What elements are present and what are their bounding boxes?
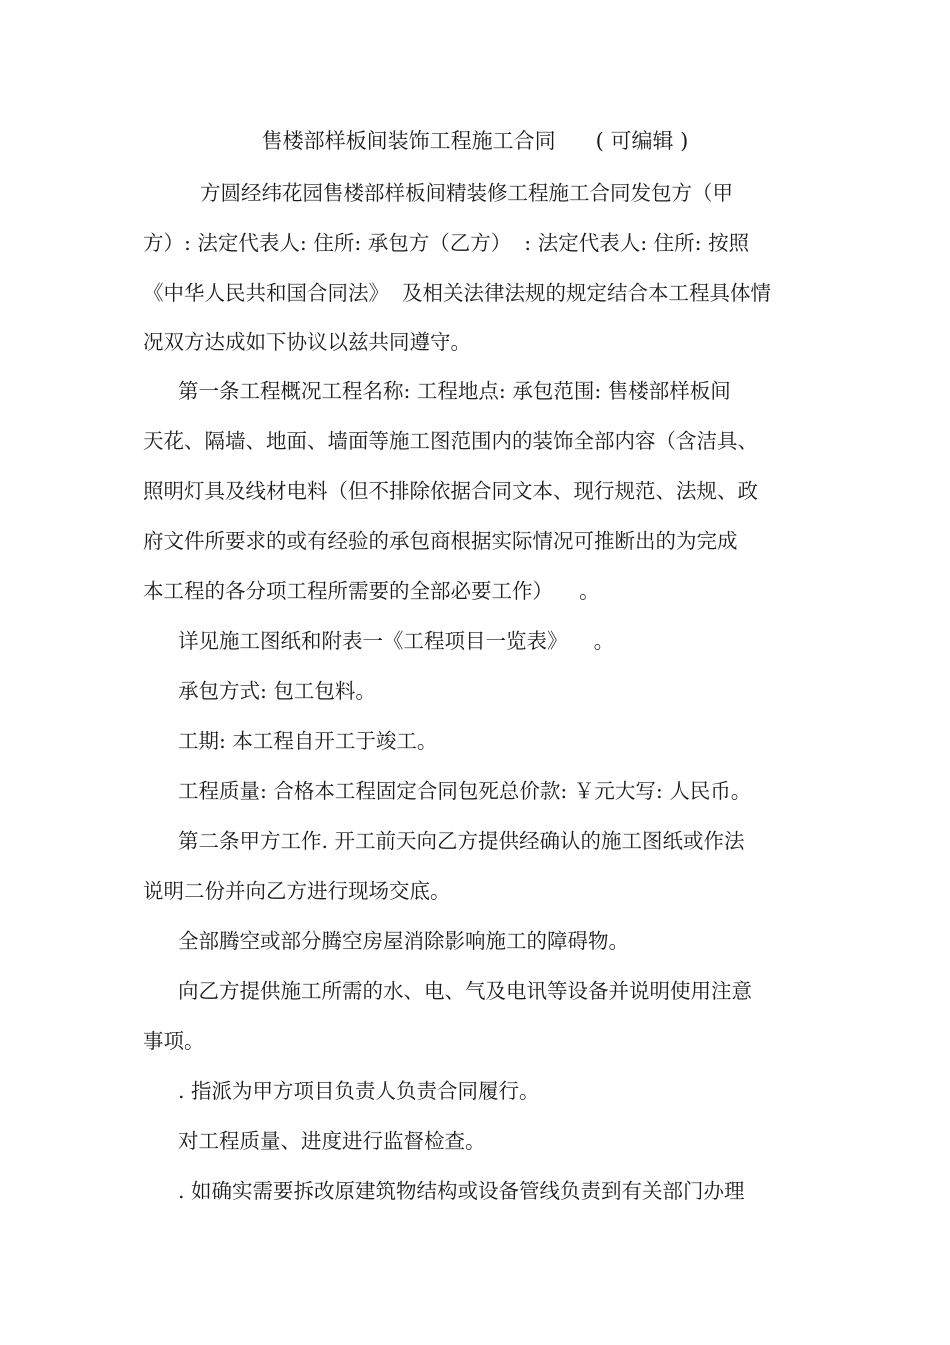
paragraph-line: 况双方达成如下协议以兹共同遵守。: [143, 330, 471, 354]
paragraph-line: 天花、隔墙、地面、墙面等施工图范围内的装饰全部内容（含洁具、: [143, 429, 758, 453]
paragraph-line: . 指派为甲方项目负责人负责合同履行。: [178, 1079, 540, 1103]
paragraph-line: 说明二份并向乙方进行现场交底。: [143, 879, 451, 903]
paragraph-line: 照明灯具及线材电料（但不排除依据合同文本、现行规范、法规、政: [143, 479, 758, 503]
paragraph-line: 工期: 本工程自开工于竣工。: [178, 729, 438, 753]
document-title: 售楼部样板间装饰工程施工合同 ( 可编辑 ): [261, 129, 689, 153]
paragraph-line: 第一条工程概况工程名称: 工程地点: 承包范围: 售楼部样板间: [178, 379, 731, 403]
paragraph-line: 方）: 法定代表人: 住所: 承包方（乙方） : 法定代表人: 住所: 按照: [143, 231, 750, 255]
paragraph-line: 第二条甲方工作. 开工前天向乙方提供经确认的施工图纸或作法: [178, 829, 745, 853]
paragraph-line: . 如确实需要拆改原建筑物结构或设备管线负责到有关部门办理: [178, 1179, 745, 1203]
paragraph-line: 向乙方提供施工所需的水、电、气及电讯等设备并说明使用注意: [178, 979, 752, 1003]
paragraph-line: 本工程的各分项工程所需要的全部必要工作） 。: [143, 579, 600, 603]
paragraph-line: 承包方式: 包工包料。: [178, 679, 376, 703]
paragraph-line: 对工程质量、进度进行监督检查。: [178, 1129, 486, 1153]
paragraph-line: 事项。: [143, 1029, 205, 1053]
paragraph-line: 全部腾空或部分腾空房屋消除影响施工的障碍物。: [178, 929, 629, 953]
paragraph-line: 方圆经纬花园售楼部样板间精装修工程施工合同发包方（甲: [200, 181, 733, 205]
paragraph-line: 工程质量: 合格本工程固定合同包死总价款: ￥元大写: 人民币。: [178, 779, 752, 803]
paragraph-line: 详见施工图纸和附表一《工程项目一览表》 。: [178, 629, 615, 653]
paragraph-line: 《中华人民共和国合同法》 及相关法律法规的规定结合本工程具体情: [143, 281, 772, 305]
paragraph-line: 府文件所要求的或有经验的承包商根据实际情况可推断出的为完成: [143, 529, 738, 553]
